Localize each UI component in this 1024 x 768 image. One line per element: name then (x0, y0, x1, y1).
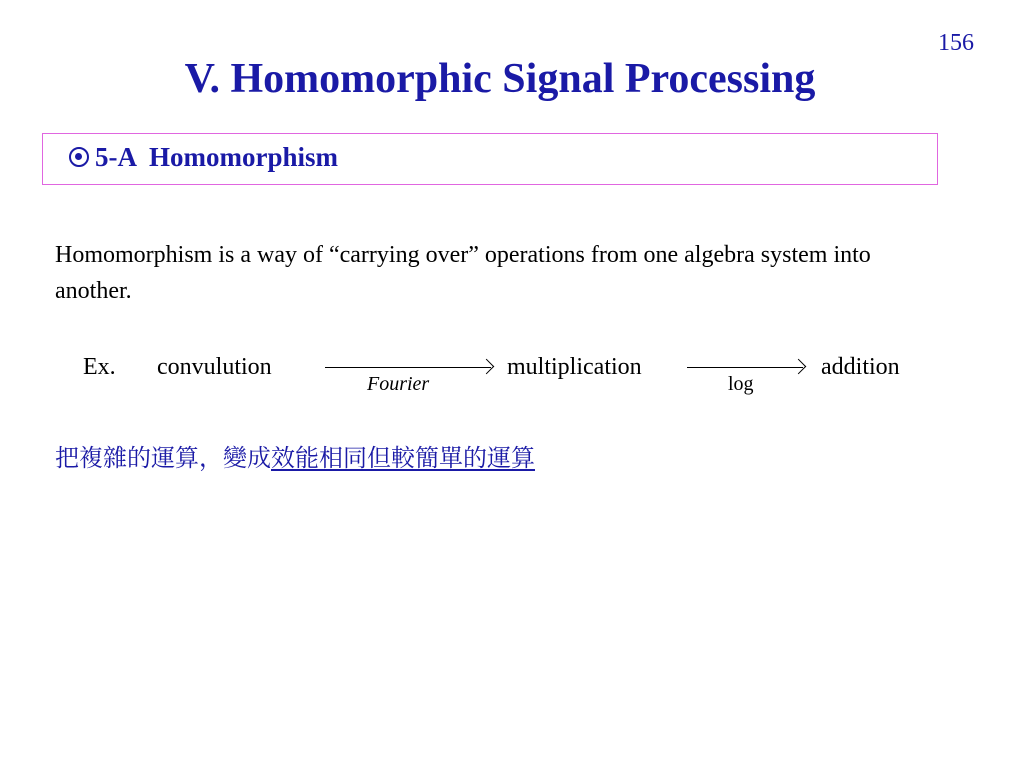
log-arrow (687, 367, 803, 368)
chinese-note (55, 438, 535, 473)
example-prefix: Ex. (83, 354, 116, 380)
example-from: convulution (157, 354, 272, 380)
chinese-note-plain: 把複雜的運算，變成 (55, 444, 271, 472)
log-arrow-label: log (728, 373, 754, 395)
example-to: addition (821, 354, 900, 380)
slide-title: V. Homomorphic Signal Processing (184, 56, 816, 102)
definition-paragraph: Homomorphism is a way of “carrying over” operations from one algebra system into another. (55, 242, 871, 304)
chinese-note-underlined: 效能相同但較簡單的運算 (271, 444, 535, 472)
section-box (42, 133, 938, 185)
fourier-arrow (325, 367, 491, 368)
example-row (0, 354, 1024, 404)
example-middle: multiplication (507, 354, 642, 380)
section-heading-row (69, 142, 338, 173)
fourier-arrow-label: Fourier (367, 373, 430, 395)
bullseye-icon (69, 147, 89, 167)
page-number: 156 (938, 30, 974, 56)
section-heading: 5-A Homomorphism (95, 142, 338, 172)
